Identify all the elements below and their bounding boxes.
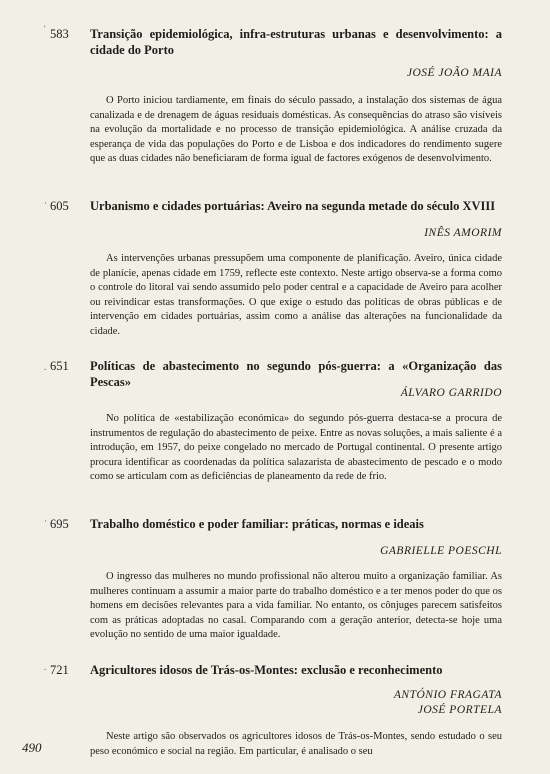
entry-title: Urbanismo e cidades portuárias: Aveiro na segunda metade do século XVIII [90, 199, 496, 213]
entry-author: GABRIELLE POESCHL [380, 545, 502, 557]
entry-title: Agricultores idosos de Trás-os-Montes: exclusão e reconhecimento [90, 663, 443, 677]
entry-author: ANTÓNIO FRAGATA [393, 689, 502, 701]
entry-title: Políticas de abastecimento no segundo pós-guerra: a «Organização das Pescas» [90, 359, 502, 389]
entry-title: Transição epidemiológica, infra-estruturas urbanas e desenvolvimento: a cidade do Porto [90, 27, 502, 57]
entry-page-number: 721 [50, 663, 69, 677]
entry-author: JOSÉ PORTELA [417, 704, 502, 716]
entry-page-number: 605 [50, 199, 69, 213]
folio-page-number: 490 [22, 740, 42, 755]
margin-mark: · [44, 198, 47, 208]
entry-abstract: As intervenções urbanas pressupõem uma componente de planificação. Aveiro, única cidade de planície, apenas cidade em 1759, reflecte este contexto. Neste artigo observa-se a forma como o controle do litoral vai sendo assumido pelo poder central e a capacidade de Aveiro para acolher ou reivindicar estas transformações. O que exige o estudo das políticas de obras públicas e de intervenção em cidades portuárias, assim como a análise das alterações na funcionalidade da cidade. [90, 253, 502, 337]
entry-author: JOSÉ JOÃO MAIA [406, 67, 502, 79]
entry-abstract: O ingresso das mulheres no mundo profissional não alterou muito a organização familiar. As mulheres continuam a assumir a maior parte do trabalho doméstico e a ter menos poder do que os homens em decisões relevantes para a vida familiar. No entanto, os cônjuges parecem satisfeitos com as práticas adoptadas no casal. Comparando com a geração anterior, detecta-se hoje uma evolução no sentido de uma maior igualdade. [90, 571, 502, 640]
entry-abstract: O Porto iniciou tardiamente, em finais do século passado, a instalação dos sistemas de água canalizada e de drenagem de águas residuais domésticas. As consequências do atraso são visíveis na evolução da mortalidade e no processo de transição epidemiológica. A análise cruzada da esperança de vida das populações do Porto e de Lisboa e dos indicadores do rendimento sugere que as duas cidades não beneficiaram de forma igual de factores exógenos de desenvolvimento. [90, 95, 502, 164]
entry-author: INÊS AMORIM [424, 227, 502, 239]
entry-abstract: Neste artigo são observados os agricultores idosos de Trás-os-Montes, sendo estudado o seu peso económico e social na região. Em particular, é analisado o seu [90, 731, 502, 757]
margin-mark: · [44, 516, 47, 526]
entry-abstract: No política de «estabilização económica» do segundo pós-guerra destaca-se a procura de instrumentos de regulação do abastecimento de peixe. Entre as novas soluções, a mais saliente é a introdução, em 1957, do peixe congelado no mercado de Portugal continental. O presente artigo procura identificar as coordenadas da política salazarista de abastecimento de pescado e o modo como se articulam com as deficiências de planeamento da rede de frio. [90, 413, 502, 482]
margin-mark: . [44, 662, 47, 672]
entry-author: ÁLVARO GARRIDO [400, 387, 502, 399]
entry-title: Trabalho doméstico e poder familiar: práticas, normas e ideais [90, 517, 424, 531]
entry-page-number: 583 [50, 27, 69, 41]
entry-page-number: 695 [50, 517, 69, 531]
entry-page-number: 651 [50, 359, 69, 373]
margin-mark: . [44, 362, 47, 372]
margin-mark: ' [44, 24, 46, 34]
